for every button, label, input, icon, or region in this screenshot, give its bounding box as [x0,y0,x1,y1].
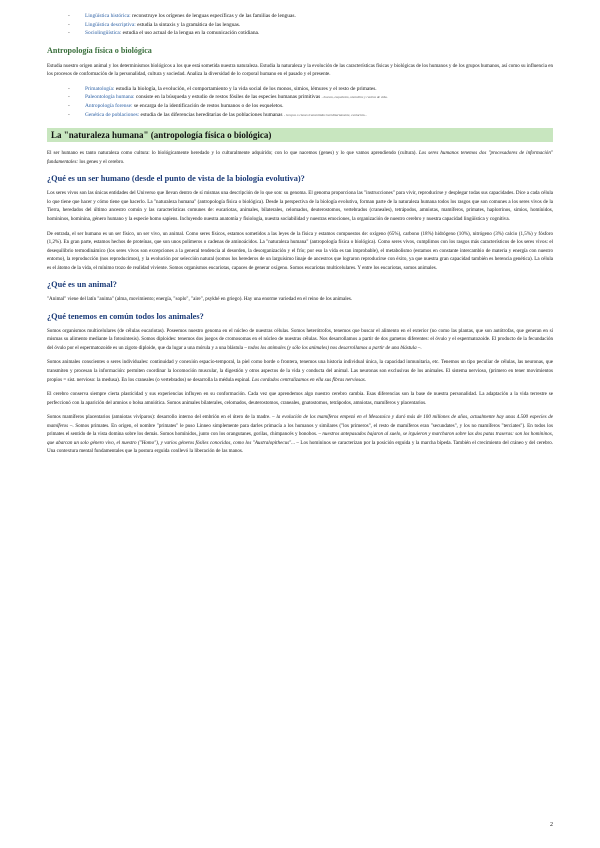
paragraph-italic: todos los animales (y sólo los animales) nos desarrollamos a partir de una blástula [248,344,417,351]
list-item [85,21,553,30]
bullet-text: se encarga de la identificación de restos humanos o de los esqueletos. [133,103,284,110]
bullet-text: estudia de las diferencias hereditarias de las poblaciones humanas [140,111,283,118]
section-intro: Estudia nuestro origen animal y los determinismos biológicos a los que está sometida nuestra naturaleza. Estudia la naturaleza y la evolución de las características físicas y biológicas de los humanos y de los grupos humanos, así como su influencia en los procesos de conformación de la personalidad, cultura y sociedad. Analiza la diversidad de lo corporal humano en el pasado y el presente. [47,62,553,78]
bullet-text: estudia el uso actual de la lengua en la comunicación cotidiana. [122,30,260,37]
list-item [85,111,553,120]
paragraph-text: Somos mamíferos placentarios (amniotas vivíparos): desarrollo interno del embrión en el útero de la madre. – [47,414,275,421]
paragraph-animal: "Animal" viene del latín "anima" (alma, movimiento; energía, "soplo", "aire", psykhé en griego). Hay una enorme variedad en el reino de los animales. [47,296,353,303]
question-heading-comun-animales: ¿Qué tenemos en común todos los animales? [47,311,204,321]
section-band-naturaleza-humana: La "naturaleza humana" (antropología física o biológica) [47,128,553,142]
bullet-note: - huesos, esqueletos, utensilios y rastros de vida. [321,95,388,100]
bullet-text: estudia la biología, la evolución, el comportamiento y la vida social de los monos, simios, lémures y el resto de primates. [115,85,377,92]
paragraph-mamiferos [47,413,553,456]
paragraph-italic: – nuestros antepasados bajaron al suelo, se irguieron y marcharon sobre las dos patas traseras: son los homininos, que abarcan un solo género vivo, el nuestro ("Homo"), y varios géneros fósiles conocidos, como los "Australopithecus"... [47,431,553,446]
paragraph-italic: la evolución de los mamíferos empezó en el Mesozoico y duró más de 100 millones de años, actualmente hay unas 4.500 especies de mamíferos [47,414,554,429]
question-heading-animal: ¿Qué es un animal? [47,280,117,290]
bullet-term: Antropología forense: [85,103,133,110]
section-heading-antropologia-fisica: Antropología física o biológica [47,45,152,55]
list-item [85,29,553,38]
bullet-note: - Grupos o clases transmitidos hereditariamente, evolución... [283,112,367,117]
paragraph-genoma: Los seres vivos son las únicas entidades del Universo que llevan dentro de sí mismas una descripción de lo que son: su genoma. El genoma proporciona las "instrucciones" para vivir, reproducirse y desplegar todas sus capacidades. Dice a cada célula lo que tiene que hacer y cómo tiene que hacerlo. La "naturaleza humana" (antropología física o biológica). Desde la perspectiva de la biología evolutiva, forman parte de la naturaleza humana todos los rasgos que son comunes a los seres vivos de la Tierra, heredados del último ancestro común y las características comunes de: eucariotas, animales, bilaterales, celomados, deuterostomos, vertebrados (craneales), tetrápodos, amniotas, mamíferos, primates, haplorrinos, simios, homínidos, homininos, hominina, género humano y la especie homo sapiens. Incluyendo nuestra anatomía y fisiología, nuestra sociabilidad y nuestras emociones, la organización de nuestro cerebro y nuestra capacidad lingüística y cognitiva. [47,190,553,222]
paragraph-multicelulares [47,327,553,353]
list-item [85,85,553,94]
bullet-term: Paleontología humana: [85,94,135,101]
list-item [85,12,553,21]
paragraph-ser-fisico: De entrada, el ser humano es un ser físico, un ser vivo, un animal. Como seres físicos, estamos sometidos a las leyes de la física y estamos compuestos de: oxígeno (65%), carbono (18%) hidrógeno (10%), nitrógeno (3%) calcio (1,5%) y fósforo (1,2%). En gran parte, estamos hechos de proteínas, que son unos polímeros o cadenas de aminoácidos. La "naturaleza humana" (antropología física o biológica). Como seres vivos, cumplimos con los rasgos más característicos de los seres vivos: el desequilibrio termodinámico (los seres vivos son excepciones a la general tendencia al desorden, la desorganización y el frío; por eso la vida es tan improbable), el metabolismo (estamos en constante intercambio de materia y energía con nuestro entorno), la reproducción (nos reproducimos), y la evolución por selección natural (somos los herederos de un larguísimo linaje de ancestros que lograron reproducirse con éxito, ya que nuestra gran capacidad también es herencia genética). La célula es el átomo de la vida, el mínimo trozo de realidad viviente. Somos organismos eucariotas, capaces de generar oxígeno. Somos eucariotas multicelulares. Y entre los eucariotas, somos animales. [47,230,553,271]
bullet-term: Primatología: [85,85,115,92]
bullet-term: Lingüística histórica: [85,13,131,19]
paragraph-italic: Los cordados centralizamos en ella sus fibras nerviosas. [251,376,367,383]
question-heading-ser-humano: ¿Qué es un ser humano (desde el punto de vista de la biología evolutiva)? [47,174,305,184]
bullet-term: Lingüística descriptiva: [85,21,136,28]
bullet-text: consiste en la búsqueda y estudio de restos fósiles de las especies humanas primitivas [135,94,321,101]
bullet-text: reconstruye los orígenes de lenguas específicas y de las familias de lenguas. [132,13,296,19]
intro-italic: Los seres humanos tenemos dos "procesadores de información" fundamentales: [47,150,553,165]
paragraph-conscientes [47,358,553,384]
bullet-text: estudia la sintaxis y la gramática de las lenguas. [137,21,241,28]
paragraph-cerebro: El cerebro conserva siempre cierta plasticidad y sus experiencias influyen en su conformación. Cada vez que aprendemos algo nuestro cerebro cambia. Esas diferencias son la base de nuestra personalidad. La adaptación a la vida terrestre se perfeccionó con la aparición del amnios o bolsa amniótica. Somos animales bilaterales, celomados, deuterostomos, craneales, gnatostomos, tetrápodos, amniotas, mamíferos y placentarios. [47,391,553,406]
paragraph-text: Somos organismos multicelulares (de células eucariotas). Poseemos nuestro genoma en el núcleo de nuestras células. Somos heterótrofos, tenemos que buscar el alimento en el exterior (no como las plantas, que son autótrofas, que generan en sí mismas su alimento mediante la fotosíntesis). Somos diploides: tenemos dos juegos de cromosomas en el núcleo de nuestras células. Nos desarrollamos a partir de dos gametos diferentes: el óvulo y el espermatozoide. El producto de la fecundación del óvulo por el espermatozoide es un zigoto diploide, que da lugar a una mórula y a una blástula – [47,327,553,351]
list-item [85,102,553,111]
list-item [85,93,553,102]
intro-end: los genes y el cerebro. [79,158,125,165]
subfield-bullet-list [47,85,553,119]
page-number: 2 [550,822,553,828]
paragraph-end: –. [417,344,422,351]
bullet-term: Sociolingüística: [85,30,122,37]
top-bullet-list [47,12,553,38]
paragraph-text: –. Somos primates. En origen, el nombre "primates" le puso Linneo simplemente para darles primacía a los humanos y similares ("los primeros", el resto de mamíferos eran "secundates", y los no mamíferos "terciates"). En todos los primates el sentido de la vista domina sobre los demás. Somos homínidos, junto con los orangutanes, gorilas, chimpancés y bonobos. [47,422,553,438]
naturaleza-intro [47,149,553,166]
paragraph-text: Somos animales conscientes o seres individuales: continuidad y conexión espacio-temporal, la piel como borde o frontera, tenemos una historia individual única, la capacidad inmunitaria, etc. Tenemos un tipo peculiar de células, las neuronas, que transmiten y procesan la información: permiten coordinar la locomoción muscular, la digestión y otros aspectos de la vida y conducta del animal. Las neuronas son exclusivas de los animales. El sistema nervioso, (primero en tener movimientos propios = sist. nervioso: la medusa). En los craneales (o vertebrados) se desarrolla la médula espinal. [47,359,553,383]
bullet-term: Genética de poblaciones: [85,111,140,118]
intro-text: El ser humano es tanto naturaleza como cultura: lo biológicamente heredado y lo culturalmente adquirido; con lo que nacemos (genes) y lo que vamos aprendiendo (cultura). [47,150,417,157]
paragraph-text: – Los homininos se caracterizan por la posición erguida y la marcha bípeda. También el crecimiento del cráneo y del cerebro. Una contextura mental fundamentales que la postura erguida conllevó la liberación de las manos. [47,439,553,455]
